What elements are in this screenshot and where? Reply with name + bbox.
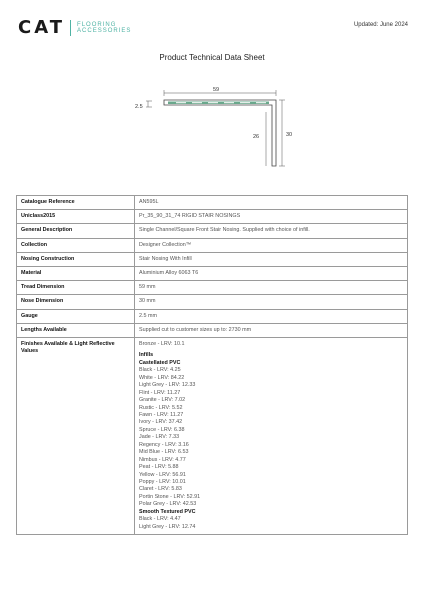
finish-item: Rustic - LRV: 5.52: [139, 404, 183, 411]
spec-label: Tread Dimension: [17, 281, 135, 295]
finish-item: Portin Stone - LRV: 52.91: [139, 493, 201, 500]
page-title: Product Technical Data Sheet: [159, 53, 265, 62]
spec-value: 59 mm: [135, 281, 408, 295]
spec-value: 2.5 mm: [135, 309, 408, 323]
finish-item: Claret - LRV: 5.83: [139, 486, 182, 493]
spec-value: Designer Collection™: [135, 238, 408, 252]
finish-item: Black - LRV: 4.25: [139, 367, 181, 374]
finish-item: Mid Blue - LRV: 6.53: [139, 449, 189, 456]
spec-label: Nose Dimension: [17, 295, 135, 309]
spec-label: Uniclass2015: [17, 210, 135, 224]
spec-row: [17, 281, 408, 295]
finish-item: Light Grey - LRV: 12.74: [139, 523, 196, 530]
spec-row: [17, 295, 408, 309]
infills-heading: Infills: [139, 352, 154, 359]
logo-wordmark: CAT: [18, 17, 66, 38]
finishes-value: [135, 337, 408, 534]
spec-value: AN595L: [135, 196, 408, 210]
finish-item: Ivory - LRV: 37.42: [139, 419, 183, 426]
spec-value: Pr_35_90_31_74 RIGID STAIR NOSINGS: [135, 210, 408, 224]
castellated-list: [139, 367, 403, 509]
spec-label: Gauge: [17, 309, 135, 323]
finish-item: Fawn - LRV: 11.27: [139, 411, 184, 418]
page-header: [18, 14, 408, 38]
spec-row: [17, 323, 408, 337]
spec-label: Lengths Available: [17, 323, 135, 337]
finishes-label: Finishes Available & Light Reflective Values: [17, 337, 135, 534]
updated-date: Updated: June 2024: [353, 22, 408, 28]
finish-item: Poppy - LRV: 10.01: [139, 479, 186, 486]
spec-row: [17, 238, 408, 252]
spec-label: Nosing Construction: [17, 252, 135, 266]
finish-item: White - LRV: 84.22: [139, 374, 185, 381]
spec-label: Material: [17, 266, 135, 280]
thickness-dimension-label: 2.5: [135, 104, 143, 110]
logo-divider: [70, 20, 71, 36]
finish-list: [139, 341, 403, 531]
logo-subtitle-line-1: FLOORING: [77, 21, 117, 28]
finish-item: Granite - LRV: 7.02: [139, 397, 186, 404]
spec-row: [17, 252, 408, 266]
finish-item: Polar Grey - LRV: 42.53: [139, 501, 197, 508]
castellated-heading: Castellated PVC: [139, 359, 181, 366]
profile-diagram: [128, 82, 298, 174]
spec-value: Supplied cut to customer sizes up to: 2730 mm: [135, 323, 408, 337]
spec-value: Single Channel/Square Front Stair Nosing. Supplied with choice of infill.: [135, 224, 408, 238]
spec-row: [17, 224, 408, 238]
spec-row: [17, 210, 408, 224]
finish-item: Flint - LRV: 11.27: [139, 389, 181, 396]
finish-item: Nimbus - LRV: 4.77: [139, 456, 186, 463]
finish-item: Black - LRV: 4.47: [139, 516, 181, 523]
spec-value: 30 mm: [135, 295, 408, 309]
finishes-row: [17, 337, 408, 534]
spec-label: Catalogue Reference: [17, 196, 135, 210]
finish-item: Regency - LRV: 3.16: [139, 441, 189, 448]
spec-row: [17, 266, 408, 280]
finish-item: Yellow - LRV: 56.91: [139, 471, 186, 478]
spec-table: [16, 195, 408, 535]
inner-height-label: 26: [253, 134, 260, 140]
brand-logo: [18, 17, 131, 38]
spec-label: Collection: [17, 238, 135, 252]
smooth-list: [139, 516, 403, 531]
smooth-heading: Smooth Textured PVC: [139, 508, 196, 515]
nosing-profile: [164, 100, 276, 166]
spec-value: Stair Nosing With Infill: [135, 252, 408, 266]
bronze-finish: Bronze - LRV: 10.1: [139, 340, 185, 347]
logo-subtitle: [77, 22, 131, 34]
finish-item: Light Grey - LRV: 12.33: [139, 382, 196, 389]
logo-subtitle-line-2: ACCESSORIES: [77, 27, 132, 34]
outer-height-label: 30: [286, 132, 293, 138]
spec-label: General Description: [17, 224, 135, 238]
width-dimension-label: 59: [213, 87, 220, 93]
spec-row: [17, 309, 408, 323]
finish-item: Peat - LRV: 5.88: [139, 464, 179, 471]
spec-row: [17, 196, 408, 210]
finish-item: Spruce - LRV: 6.38: [139, 426, 185, 433]
finish-item: Jade - LRV: 7.33: [139, 434, 180, 441]
spec-value: Aluminium Alloy 6063 T6: [135, 266, 408, 280]
